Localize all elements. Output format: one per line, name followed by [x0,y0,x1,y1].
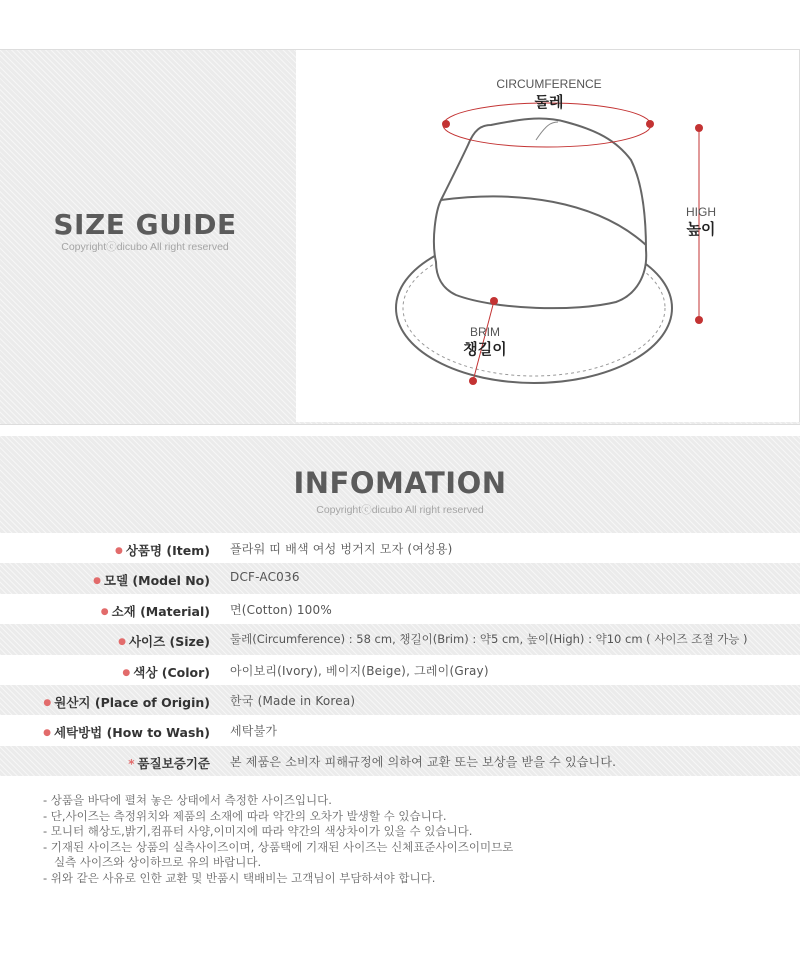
high-label-ko: 높이 [686,220,716,238]
circumference-marker-right [646,120,654,128]
info-row-origin [0,685,800,715]
row-asterisk-icon: * [128,756,135,771]
information-table [0,533,800,776]
info-value-model: DCF-AC036 [230,570,300,585]
size-guide-section [0,49,800,425]
info-row-wash [0,715,800,745]
note-item: - 모니터 해상도,밝기,컴퓨터 사양,이미지에 따라 약간의 색상차이가 있을 수 있습니다. [43,824,473,839]
high-label-en: HIGH [686,205,716,219]
info-row-warranty [0,746,800,776]
info-label-item: 상품명 (Item) [125,543,210,558]
circumference-marker-left [442,120,450,128]
row-bullet-icon: ● [118,637,126,648]
brim-label-en: BRIM [470,325,500,339]
info-label-warranty: 품질보증기준 [137,755,210,771]
hat-diagram [296,50,799,422]
info-value-material: 면(Cotton) 100% [230,602,332,617]
size-guide-title: SIZE GUIDE [53,208,237,241]
info-row-color [0,655,800,685]
info-value-size: 둘레(Circumference) : 58 cm, 챙길이(Brim) : 약5 cm, 높이(High) : 약10 cm ( 사이즈 조절 가능 ) [230,632,748,647]
information-header [0,436,800,533]
height-marker-bottom [695,316,703,324]
info-label-material: 소재 (Material) [111,603,210,619]
size-guide-banner [0,50,296,424]
circumference-label-en: CIRCUMFERENCE [496,77,602,91]
info-label-wash: 세탁방법 (How to Wash) [53,725,210,741]
notes-list [43,793,763,887]
info-value-item: 플라워 띠 배색 여성 벙거지 모자 (여성용) [230,542,453,556]
info-label-color: 색상 (Color) [133,664,210,680]
row-bullet-icon: ● [43,697,52,708]
information-copyright: Copyrightⓒdicubo All right reserved [316,504,484,516]
brim-label-ko: 챙길이 [463,340,507,358]
note-item: 실측 사이즈와 상이하므로 유의 바랍니다. [43,855,262,870]
brim-marker-top [490,297,498,305]
info-label-size: 사이즈 (Size) [128,634,210,650]
hat-diagram-panel [296,50,800,422]
note-item: - 상품을 바닥에 펼쳐 놓은 상태에서 측정한 사이즈입니다. [43,793,332,807]
info-row-size [0,624,800,654]
info-value-wash: 세탁불가 [230,724,278,739]
note-item: - 기재된 사이즈는 상품의 실측사이즈이며, 상품택에 기재된 사이즈는 신체표준사이즈이미므로 [43,839,514,854]
row-bullet-icon: ● [93,576,101,587]
info-label-model: 모델 (Model No) [103,573,210,589]
note-item: - 위와 같은 사유로 인한 교환 및 반품시 택배비는 고객님이 부담하셔야 합니다. [43,870,436,885]
info-value-warranty: 본 제품은 소비자 피해규정에 의하여 교환 또는 보상을 받을 수 있습니다. [230,754,617,769]
row-bullet-icon: ● [115,546,123,556]
row-bullet-icon: ● [43,728,51,739]
row-bullet-icon: ● [122,667,131,678]
info-label-origin: 원산지 (Place of Origin) [54,694,210,710]
information-title: INFOMATION [293,466,507,500]
circumference-label-ko: 둘레 [534,93,564,111]
row-bullet-icon: ● [100,606,109,617]
info-value-origin: 한국 (Made in Korea) [230,693,356,708]
info-row-model [0,563,800,593]
note-item: - 단,사이즈는 측정위치와 제품의 소재에 따라 약간의 오차가 발생할 수 있습니다. [43,808,447,823]
info-row-item [0,533,800,563]
size-guide-copyright: Copyrightⓒdicubo All right reserved [61,241,229,253]
info-row-material [0,594,800,624]
info-value-color: 아이보리(Ivory), 베이지(Beige), 그레이(Gray) [230,663,489,678]
brim-marker-bottom [469,377,477,385]
height-marker-top [695,124,703,132]
